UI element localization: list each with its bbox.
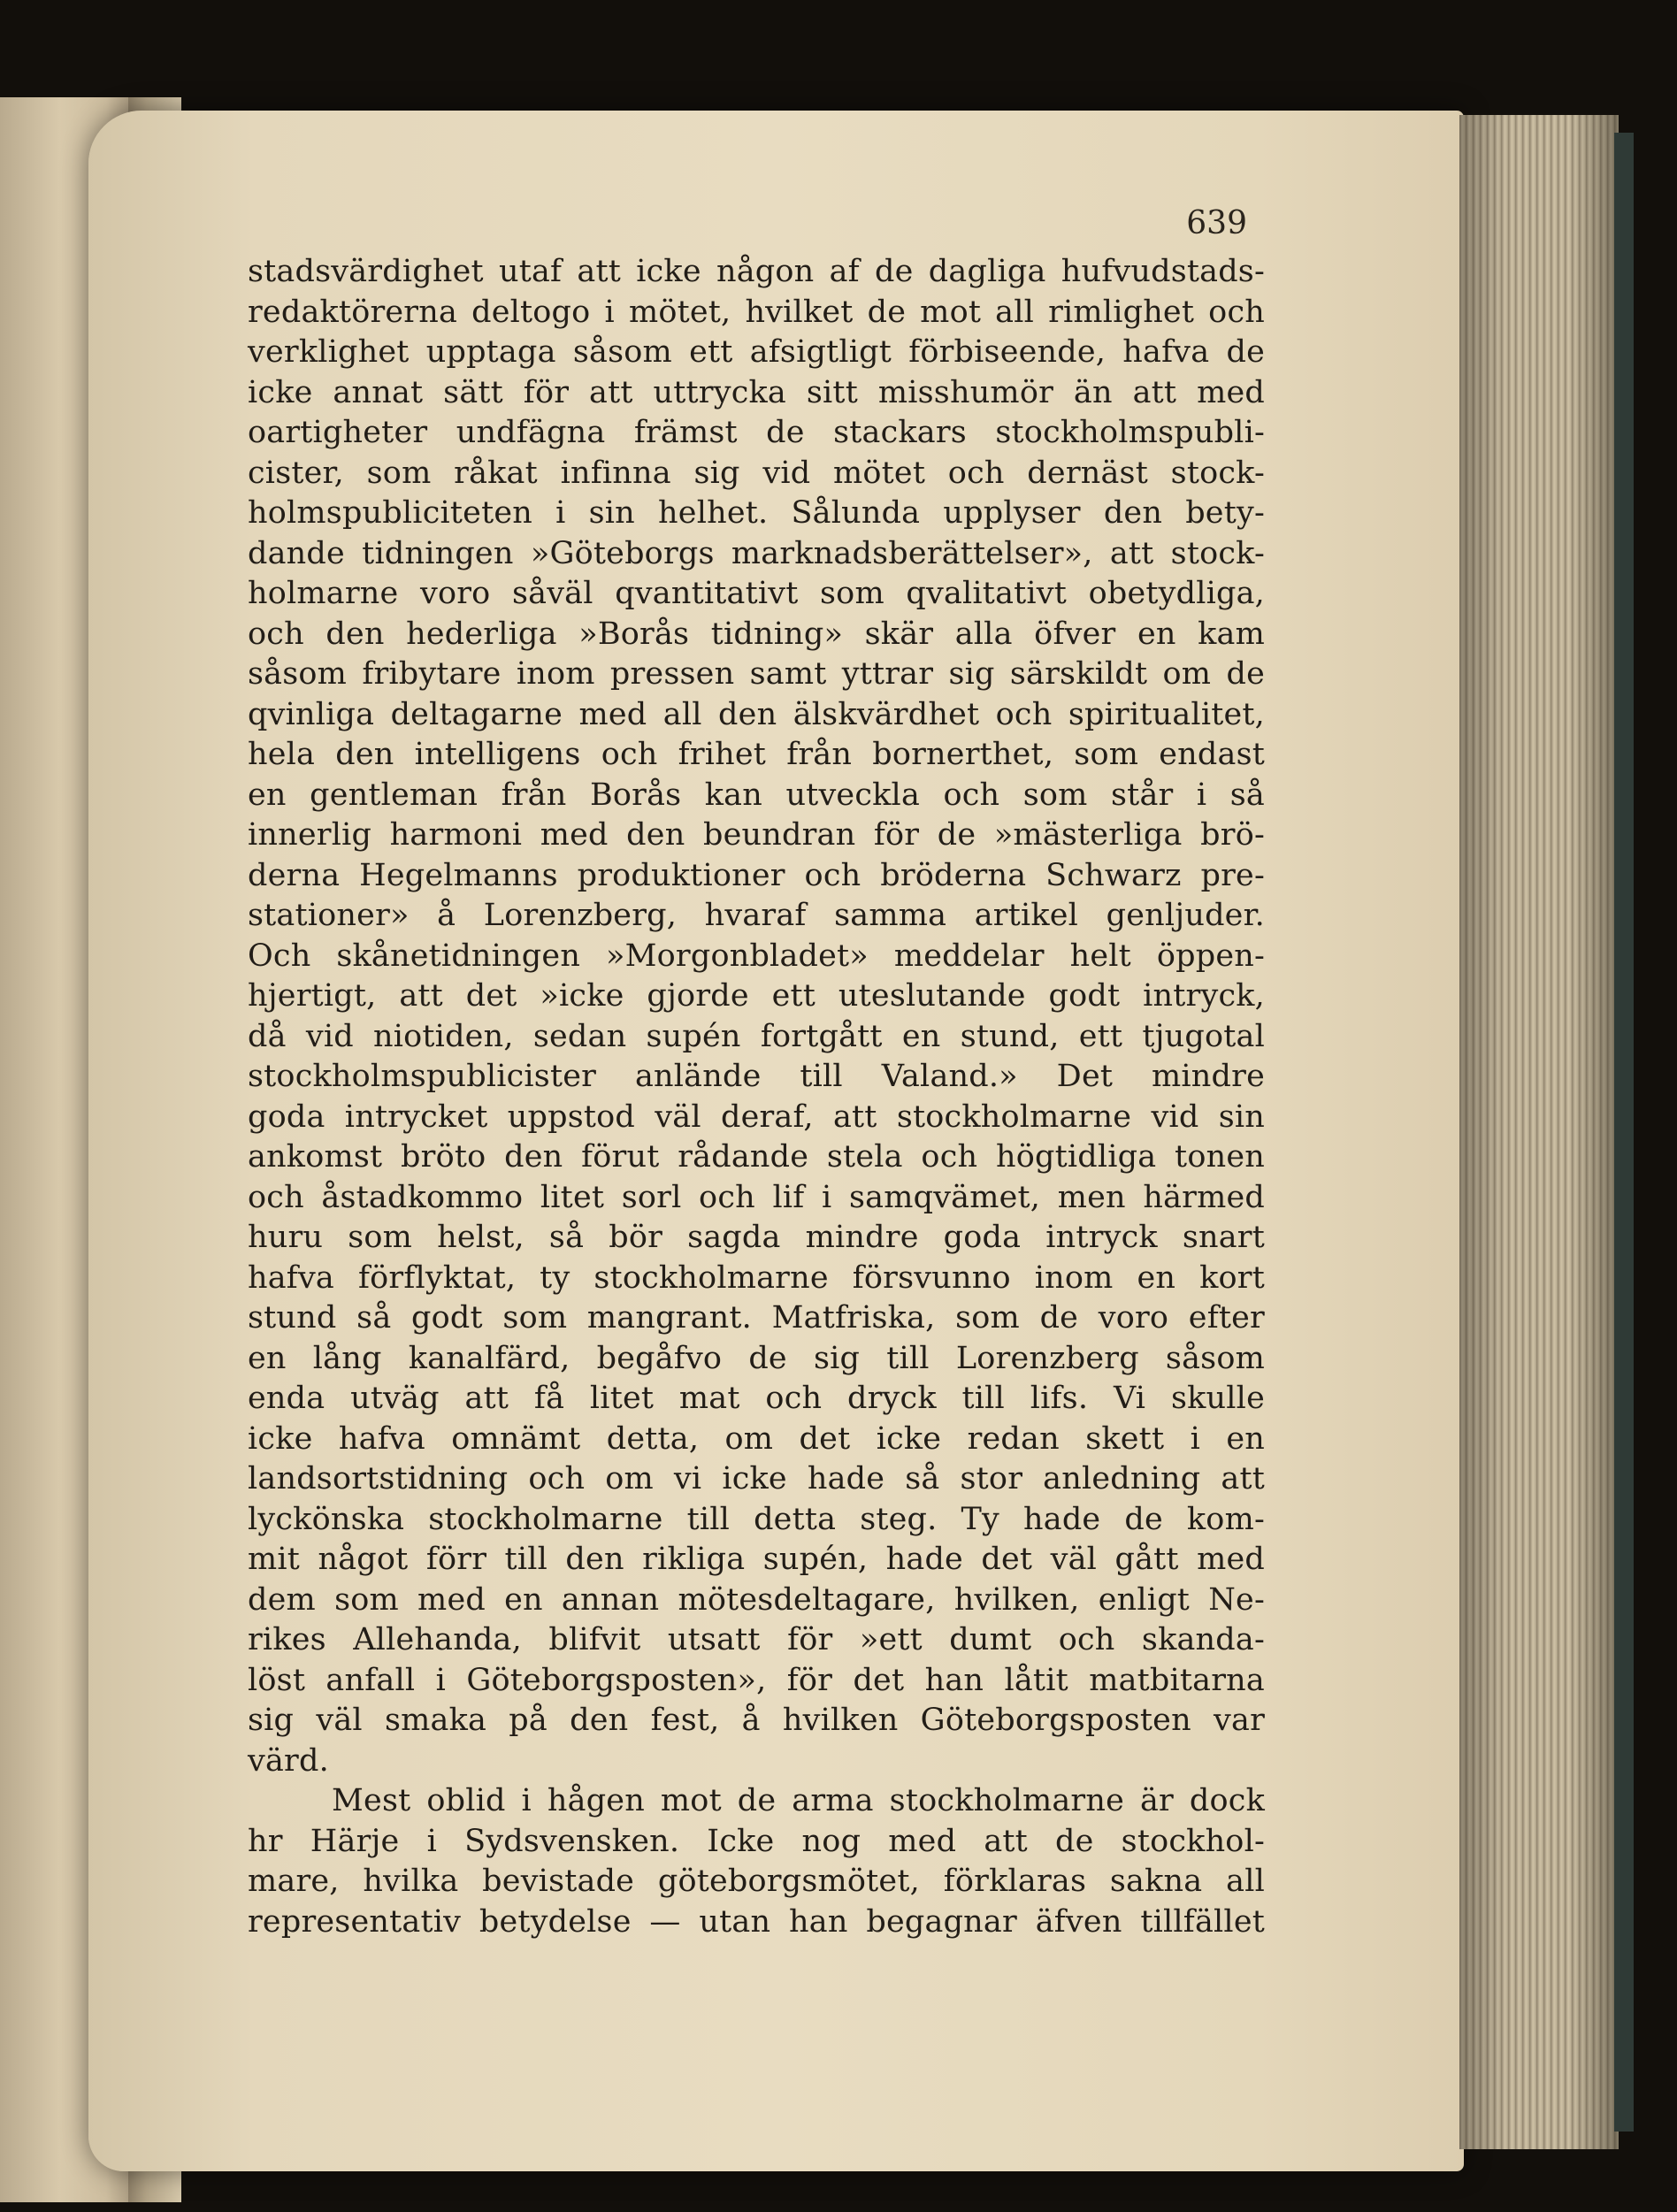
text-line: huru som helst, så bör sagda mindre goda intryck snart — [248, 1220, 1265, 1255]
text-line: holmarne voro såväl qvantitativt som qvalitativt obetydliga, — [248, 576, 1265, 611]
text-line: icke annat sätt för att uttrycka sitt misshumör än att med — [248, 374, 1265, 410]
text-line: goda intrycket uppstod väl deraf, att stockholmarne vid sin — [248, 1098, 1265, 1135]
text-line: Mest oblid i hågen mot de arma stockholmarne är dock — [332, 1783, 1265, 1818]
text-line: en lång kanalfärd, begåfvo de sig till Lorenzberg såsom — [248, 1340, 1265, 1376]
text-line: Och skånetidningen »Morgonbladet» meddelar helt öppen- — [248, 938, 1265, 974]
text-line: hela den intelligens och frihet från bornerthet, som endast — [248, 737, 1265, 772]
text-line: mit något förr till den rikliga supén, hade det väl gått med — [248, 1542, 1265, 1577]
text-line: hjertigt, att det »icke gjorde ett uteslutande godt intryck, — [248, 978, 1265, 1014]
text-line: rikes Allehanda, blifvit utsatt för »ett dumt och skanda- — [248, 1622, 1265, 1657]
text-line: och åstadkommo litet sorl och lif i samqvämet, men härmed — [248, 1179, 1265, 1215]
text-line: landsortstidning och om vi icke hade så stor anledning att — [248, 1461, 1265, 1496]
text-line: hafva förflyktat, ty stockholmarne försvunno inom en kort — [248, 1259, 1265, 1296]
text-line: och den hederliga »Borås tidning» skär alla öfver en kam — [248, 616, 1265, 652]
paragraph — [248, 252, 1265, 1781]
text-line: representativ betydelse — utan han begagnar äfven tillfället — [248, 1903, 1265, 1940]
text-line: hr Härje i Sydsvensken. Icke nog med att de stockhol- — [248, 1823, 1265, 1859]
text-line: stadsvärdighet utaf att icke någon af de dagliga hufvudstads- — [248, 254, 1265, 289]
text-line: derna Hegelmanns produktioner och bröderna Schwarz pre- — [248, 857, 1265, 893]
text-line: stationer» å Lorenzberg, hvaraf samma artikel genljuder. — [248, 898, 1265, 933]
text-line: värd. — [248, 1742, 329, 1779]
body-text — [248, 252, 1265, 1942]
text-line: stund så godt som mangrant. Matfriska, som de voro efter — [248, 1300, 1265, 1336]
page-number: 639 — [1186, 205, 1247, 241]
text-line: löst anfall i Göteborgsposten», för det han låtit matbitarna — [248, 1662, 1265, 1698]
text-line: ankomst bröto den förut rådande stela och högtidliga tonen — [248, 1139, 1265, 1175]
text-line: oartigheter undfägna främst de stackars stockholmspubli- — [248, 415, 1265, 450]
text-line: lyckönska stockholmarne till detta steg. Ty hade de kom- — [248, 1501, 1265, 1537]
text-line: enda utväg att få litet mat och dryck till lifs. Vi skulle — [248, 1381, 1265, 1416]
text-line: cister, som råkat infinna sig vid mötet och dernäst stock- — [248, 455, 1265, 491]
text-line: dem som med en annan mötesdeltagare, hvilken, enligt Ne- — [248, 1581, 1265, 1618]
text-line: redaktörerna deltogo i mötet, hvilket de mot all rimlighet och — [248, 294, 1265, 330]
text-line: dande tidningen »Göteborgs marknadsberättelser», att stock- — [248, 535, 1265, 571]
text-line: qvinliga deltagarne med all den älskvärdhet och spiritualitet, — [248, 696, 1265, 732]
paragraph — [248, 1781, 1265, 1942]
text-line: mare, hvilka bevistade göteborgsmötet, förklaras sakna all — [248, 1864, 1265, 1899]
text-line: stockholmspublicister anlände till Valand.» Det mindre — [248, 1059, 1265, 1094]
text-line: då vid niotiden, sedan supén fortgått en stund, ett tjugotal — [248, 1018, 1265, 1054]
text-line: såsom fribytare inom pressen samt yttrar sig särskildt om de — [248, 656, 1265, 692]
text-line: icke hafva omnämt detta, om det icke redan skett i en — [248, 1420, 1265, 1457]
page-stack-shade — [1459, 115, 1619, 2149]
text-line: en gentleman från Borås kan utveckla och som står i så — [248, 777, 1265, 813]
text-line: verklighet upptaga såsom ett afsigtligt förbiseende, hafva de — [248, 334, 1265, 370]
text-line: sig väl smaka på den fest, å hvilken Göteborgsposten var — [248, 1703, 1265, 1738]
text-line: innerlig harmoni med den beundran för de »mästerliga brö- — [248, 817, 1265, 853]
text-line: holmspubliciteten i sin helhet. Sålunda upplyser den bety- — [248, 495, 1265, 531]
book-cover-edge — [1614, 133, 1634, 2132]
